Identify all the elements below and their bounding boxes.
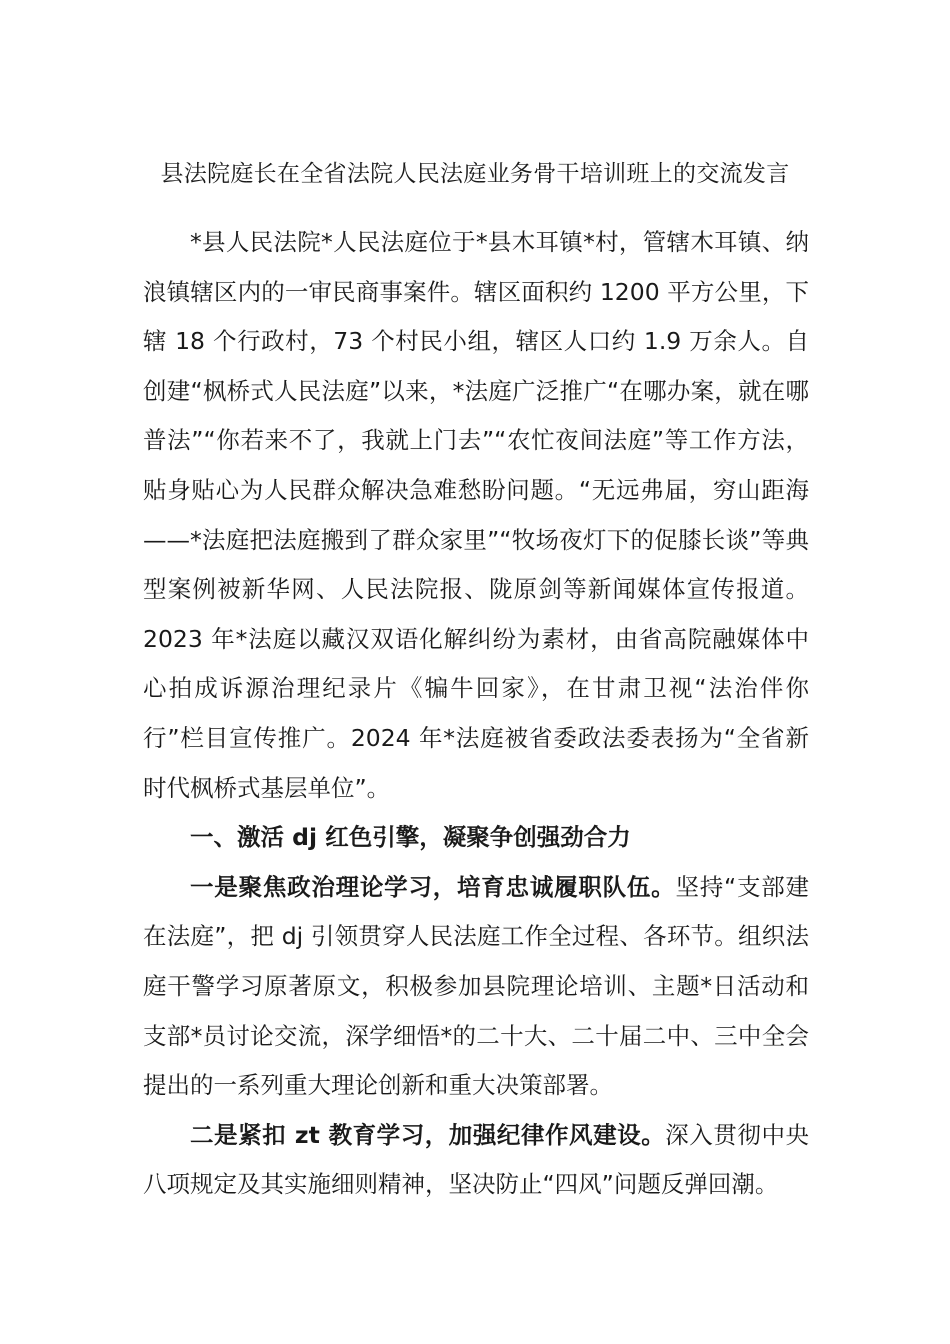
point-2-text: 深入贯彻中央八项规定及其实施细则精神，坚决防止“四风”问题反弹回潮。	[143, 1120, 809, 1199]
paragraph-point-1	[143, 863, 809, 1111]
point-2-lead: 二是紧扣 zt 教育学习，加强纪律作风建设。	[190, 1120, 666, 1149]
point-1-text: 坚持“支部建在法庭”，把 dj 引领贯穿人民法庭工作全过程、各环节。组织法庭干警学习原著原文，积极参加县院理论培训、主题*日活动和支部*员讨论交流，深学细悟*的二十大、二十届二中、三中全会提出的一系列重大理论创新和重大决策部署。	[143, 872, 809, 1100]
intro-paragraph: *县人民法院*人民法庭位于*县木耳镇*村，管辖木耳镇、纳浪镇辖区内的一审民商事案件。辖区面积约 1200 平方公里，下辖 18 个行政村，73 个村民小组，辖区人口约 1.9 万余人。自创建“枫桥式人民法庭”以来，*法庭广泛推广“在哪办案，就在哪普法”“你若来不了，我就上门去”“农忙夜间法庭”等工作方法，贴身贴心为人民群众解决急难愁盼问题。“无远弗届，穷山距海——*法庭把法庭搬到了群众家里”“牧场夜灯下的促膝长谈”等典型案例被新华网、人民法院报、陇原剑等新闻媒体宣传报道。2023 年*法庭以藏汉双语化解纠纷为素材，由省高院融媒体中心拍成诉源治理纪录片《犏牛回家》，在甘肃卫视“法治伴你行”栏目宣传推广。2024 年*法庭被省委政法委表扬为“全省新时代枫桥式基层单位”。	[143, 228, 809, 802]
point-1-lead: 一是聚焦政治理论学习，培育忠诚履职队伍。	[190, 872, 676, 901]
section-heading-1: 一、激活 dj 红色引擎，凝聚争创强劲合力	[190, 823, 631, 852]
document-title: 县法院庭长在全省法院人民法庭业务骨干培训班上的交流发言	[160, 161, 790, 187]
paragraph-point-2	[143, 1111, 809, 1210]
document-body	[143, 218, 809, 1210]
